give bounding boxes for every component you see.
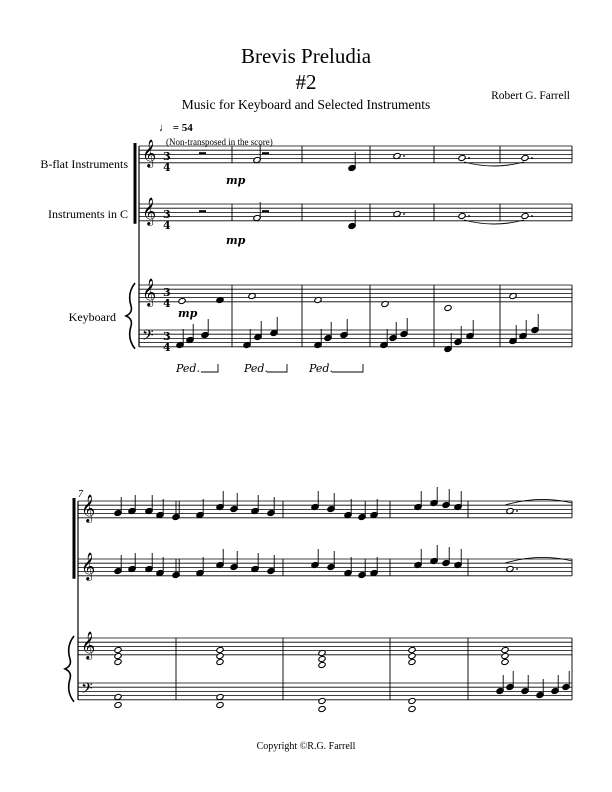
clefs — [81, 139, 156, 701]
notehead — [114, 646, 122, 653]
notehead — [501, 646, 509, 653]
svg-text:3: 3 — [163, 208, 171, 221]
pedal-mark-3: Ped. — [309, 362, 333, 375]
notehead — [521, 212, 529, 219]
treble-clef: 𝄞 — [81, 494, 96, 522]
rest — [199, 210, 206, 212]
notehead — [114, 652, 122, 659]
dynamic-mp-c: mp — [226, 234, 246, 247]
bass-clef: 𝄢 — [142, 327, 154, 348]
notehead — [318, 705, 326, 712]
notehead — [408, 705, 416, 712]
notehead — [408, 697, 416, 704]
instrument-label-c: Instruments in C — [48, 207, 128, 221]
dynamic-mp-keyboard: mp — [178, 307, 198, 320]
brace — [126, 283, 135, 349]
treble-clef: 𝄞 — [142, 139, 157, 167]
bass-clef: 𝄢 — [81, 680, 93, 701]
svg-text:4: 4 — [163, 297, 171, 310]
tempo-marking: ♩ = 54 — [159, 122, 193, 134]
notehead — [114, 701, 122, 708]
rest — [262, 210, 269, 212]
time-signatures — [163, 150, 171, 354]
score-title: Brevis Preludia — [240, 44, 372, 68]
measure-number-7: 7 — [78, 489, 83, 500]
tempo-note: (Non-transposed in the score) — [166, 137, 273, 147]
notes — [114, 144, 572, 713]
notehead — [216, 652, 224, 659]
notehead — [216, 646, 224, 653]
treble-clef: 𝄞 — [81, 552, 96, 580]
notehead — [458, 212, 466, 219]
notehead — [444, 304, 452, 311]
composer-name: Robert G. Farrell — [491, 90, 570, 102]
treble-clef: 𝄞 — [142, 197, 157, 225]
pedal-brackets — [201, 364, 363, 372]
notehead — [458, 154, 466, 161]
notehead — [216, 658, 224, 665]
svg-text:4: 4 — [163, 161, 171, 174]
notehead — [408, 652, 416, 659]
dynamic-mp-bflat: mp — [226, 174, 246, 187]
svg-text:3: 3 — [163, 286, 171, 299]
notehead — [114, 658, 122, 665]
staff-lines — [78, 146, 572, 700]
notehead — [501, 658, 509, 665]
svg-text:3: 3 — [163, 330, 171, 343]
rest — [199, 152, 206, 154]
notehead — [318, 697, 326, 704]
notehead — [501, 652, 509, 659]
instrument-label-bflat: B-flat Instruments — [40, 157, 128, 171]
treble-clef: 𝄞 — [142, 278, 157, 306]
copyright-notice: Copyright ©R.G. Farrell — [256, 741, 356, 752]
notehead — [318, 661, 326, 668]
notehead — [408, 658, 416, 665]
notehead — [216, 701, 224, 708]
notehead — [318, 655, 326, 662]
score-number: #2 — [295, 70, 317, 94]
notehead — [178, 297, 186, 304]
pedal-mark-1: Ped. — [176, 362, 200, 375]
barlines — [65, 143, 572, 702]
notehead — [408, 646, 416, 653]
svg-text:4: 4 — [163, 341, 171, 354]
pedal-mark-2: Ped. — [244, 362, 268, 375]
treble-clef: 𝄞 — [81, 631, 96, 659]
rest — [262, 152, 269, 154]
svg-text:4: 4 — [163, 219, 171, 232]
brace — [65, 636, 74, 702]
score-subtitle: Music for Keyboard and Selected Instruments — [181, 97, 431, 112]
instrument-label-keyboard: Keyboard — [68, 310, 116, 324]
svg-text:3: 3 — [163, 150, 171, 163]
notehead — [521, 154, 529, 161]
